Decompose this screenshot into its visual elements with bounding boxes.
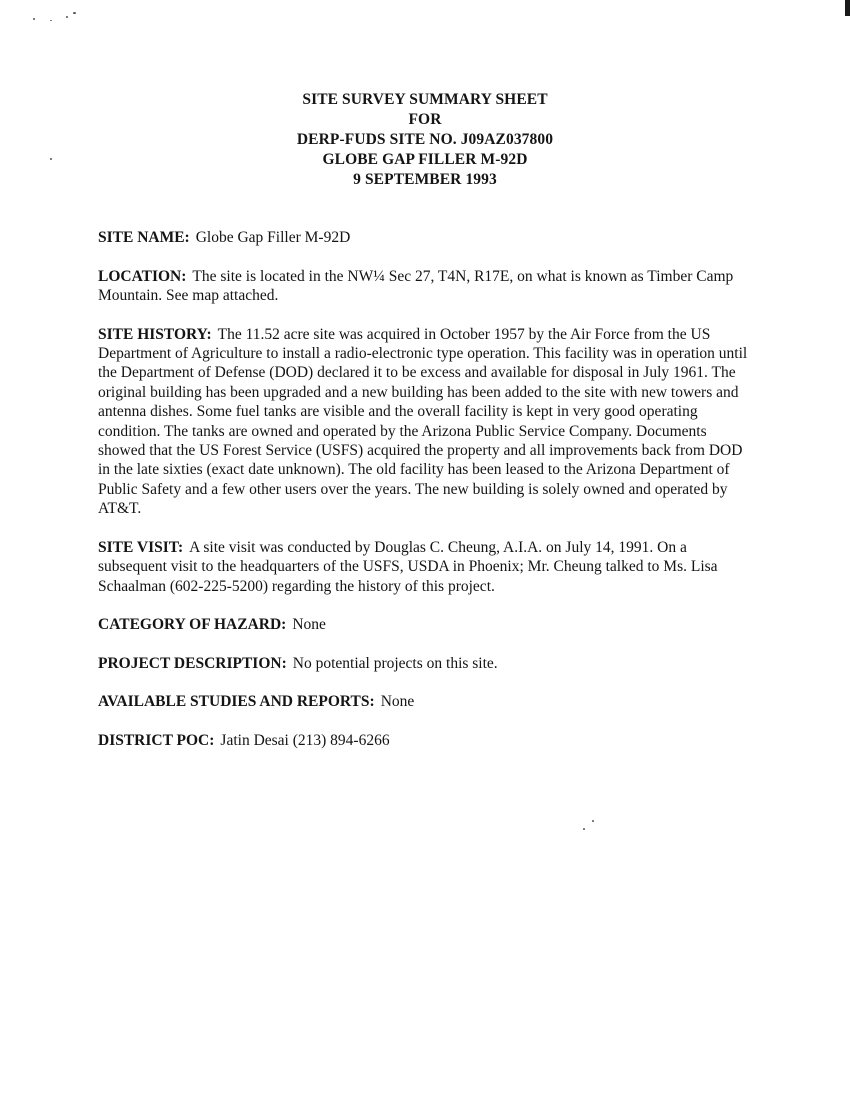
header-for: FOR <box>408 111 442 128</box>
scan-speck <box>66 16 68 18</box>
section-site-history <box>98 325 753 519</box>
section-text: A site visit was conducted by Douglas C. Cheung, A.I.A. on July 14, 1991. On a subsequent visit to the headquarters of the USFS, USDA in Phoenix; Mr. Cheung talked to Ms. Lisa Schaalman (602-225-5200) regarding the history of this project. <box>98 538 718 595</box>
document-header <box>0 90 850 190</box>
header-site-name: GLOBE GAP FILLER M-92D <box>322 151 528 168</box>
section-label: SITE HISTORY: <box>98 325 212 343</box>
section-text: Jatin Desai (213) 894-6266 <box>220 732 390 750</box>
section-label: DISTRICT POC: <box>98 732 215 750</box>
scan-speck <box>583 828 585 830</box>
scan-speck <box>50 20 52 21</box>
section-text: The 11.52 acre site was acquired in October 1957 by the Air Force from the US Department of Agriculture to install a radio-electronic type operation. This facility was in operation until the Department of Defense (DOD) declared it to be excess and available for disposal in July 1961. The original building has been upgraded and a new building has been added to the site with new towers and antenna dishes. Some fuel tanks are visible and the overall facility is kept in very good operating condition. The tanks are owned and operated by the Arizona Public Service Company. Documents showed that the US Forest Service (USFS) acquired the property and all improvements back from DOD in the late sixties (exact date unknown). The old facility has been leased to the Arizona Department of Public Safety and a few other users over the years. The new building is solely owned and operated by AT&T. <box>98 325 748 518</box>
scan-edge-mark <box>845 0 850 16</box>
section-label: SITE VISIT: <box>98 538 184 556</box>
section-label: LOCATION: <box>98 267 187 285</box>
section-label: PROJECT DESCRIPTION: <box>98 654 287 672</box>
section-district-poc <box>98 731 753 750</box>
header-date: 9 SEPTEMBER 1993 <box>353 171 497 188</box>
section-available-studies <box>98 692 753 711</box>
section-text: Globe Gap Filler M-92D <box>195 229 351 246</box>
section-site-visit <box>98 538 753 596</box>
section-location <box>98 267 753 306</box>
header-title: SITE SURVEY SUMMARY SHEET <box>302 91 548 108</box>
scan-speck <box>33 18 35 20</box>
section-site-name <box>98 228 753 247</box>
section-text: No potential projects on this site. <box>292 654 498 672</box>
scan-speck <box>73 12 76 14</box>
section-label: SITE NAME: <box>98 229 190 246</box>
section-text: None <box>292 616 326 634</box>
section-text: None <box>380 693 415 711</box>
section-category-of-hazard <box>98 615 753 634</box>
header-site-number: DERP-FUDS SITE NO. J09AZ037800 <box>296 131 554 148</box>
section-label: CATEGORY OF HAZARD: <box>98 616 287 634</box>
section-text: The site is located in the NW¼ Sec 27, T4N, R17E, on what is known as Timber Camp Mountain. See map attached. <box>98 267 734 304</box>
document-body <box>98 228 753 770</box>
section-project-description <box>98 654 753 673</box>
scan-speck <box>592 820 594 822</box>
section-label: AVAILABLE STUDIES AND REPORTS: <box>98 693 375 711</box>
